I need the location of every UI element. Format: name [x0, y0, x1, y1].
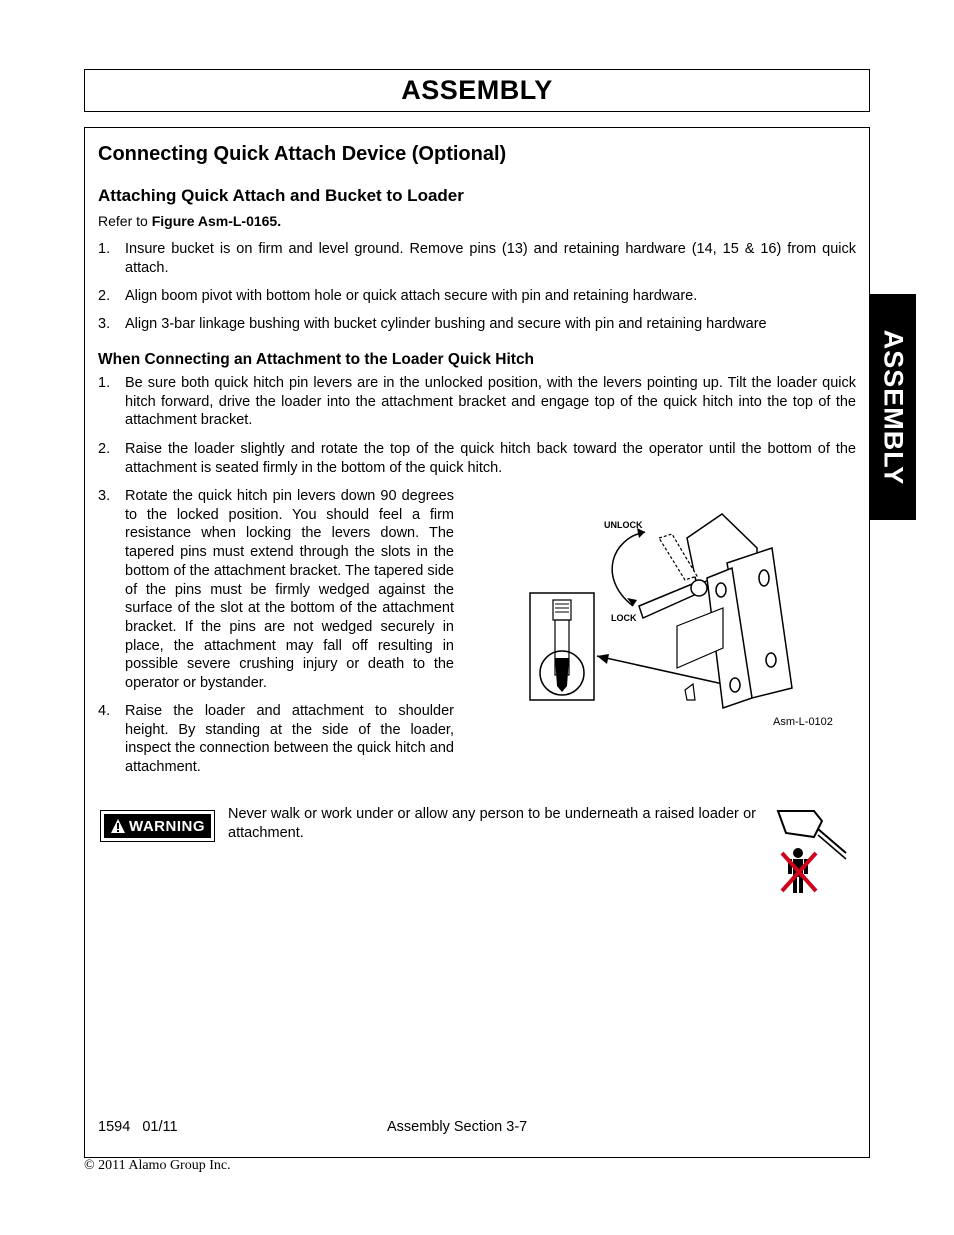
warning-badge-inner: [104, 814, 211, 838]
step-number: 3.: [98, 316, 111, 332]
list-item: [98, 374, 856, 430]
lock-label: LOCK: [611, 613, 637, 623]
quick-hitch-illustration: [527, 508, 847, 733]
footer-doc-number: 1594 01/11: [98, 1119, 178, 1135]
step-text: Be sure both quick hitch pin levers are in the unlocked position, with the levers pointing up. Tilt the loader quick hitch forward, drive the loader into the attachment bracket and engage top of the quick hitch into the top of the attachment bracket.: [125, 375, 856, 429]
warning-triangle-icon: [110, 818, 126, 834]
warning-badge-label: WARNING: [129, 817, 205, 835]
list-item: [98, 287, 856, 306]
refer-figure: Figure Asm-L-0165.: [151, 213, 282, 229]
list-item: [98, 315, 856, 334]
refer-prefix: Refer to: [98, 213, 148, 229]
side-tab: [869, 294, 916, 520]
section-title: Connecting Quick Attach Device (Optional): [98, 143, 507, 165]
unlock-label: UNLOCK: [604, 520, 643, 530]
header-title: ASSEMBLY: [401, 75, 553, 105]
step-text: Raise the loader and attachment to shoulder height. By standing at the side of the loader, inspect the connection between the quick hitch and attachment.: [125, 703, 454, 776]
step-number: 4.: [98, 703, 111, 719]
step-number: 2.: [98, 441, 111, 457]
warning-text: Never walk or work under or allow any person to be underneath a raised loader or attachment.: [228, 806, 756, 841]
step-number: 1.: [98, 241, 111, 257]
step-text: Insure bucket is on firm and level ground. Remove pins (13) and retaining hardware (14, 15 & 16) from quick attach.: [125, 241, 856, 276]
list-item: [98, 440, 856, 477]
hitch-title: When Connecting an Attachment to the Loader Quick Hitch: [98, 351, 535, 368]
warning-badge: [100, 810, 215, 842]
step-number: 3.: [98, 488, 111, 504]
copyright: © 2011 Alamo Group Inc.: [84, 1158, 231, 1173]
figure-id: Asm-L-0102: [773, 716, 833, 728]
no-person-under-load-icon: [774, 807, 848, 895]
list-item: [98, 240, 856, 277]
list-item: [98, 702, 454, 777]
step-text: Align boom pivot with bottom hole or quick attach secure with pin and retaining hardware.: [125, 288, 698, 304]
step-text: Raise the loader slightly and rotate the top of the quick hitch back toward the operator until the bottom of the attachment is seated firmly in the bottom of the quick hitch.: [125, 441, 856, 476]
step-text: Rotate the quick hitch pin levers down 90 degrees to the locked position. You should feel a firm resistance when locking the levers down. The tapered pins must extend through the slots in the bottom of the attachment bracket. The tapered side of the pins must be firmly wedged against the surface of the slot at the bottom of the attachment bracket. If the pins are not wedged securely in place, the attachment may fall off resulting in possible severe crushing injury or death to the operator or bystander.: [125, 488, 454, 692]
step-number: 2.: [98, 288, 111, 304]
section-subtitle: Attaching Quick Attach and Bucket to Loader: [98, 186, 464, 205]
side-tab-label: ASSEMBLY: [878, 329, 909, 485]
step-number: 1.: [98, 375, 111, 391]
step-text: Align 3-bar linkage bushing with bucket cylinder bushing and secure with pin and retaining hardware: [125, 316, 767, 332]
page-header: [84, 69, 870, 112]
list-item: [98, 487, 454, 693]
figure-reference: [98, 213, 281, 229]
footer-section: Assembly Section 3-7: [387, 1119, 528, 1135]
